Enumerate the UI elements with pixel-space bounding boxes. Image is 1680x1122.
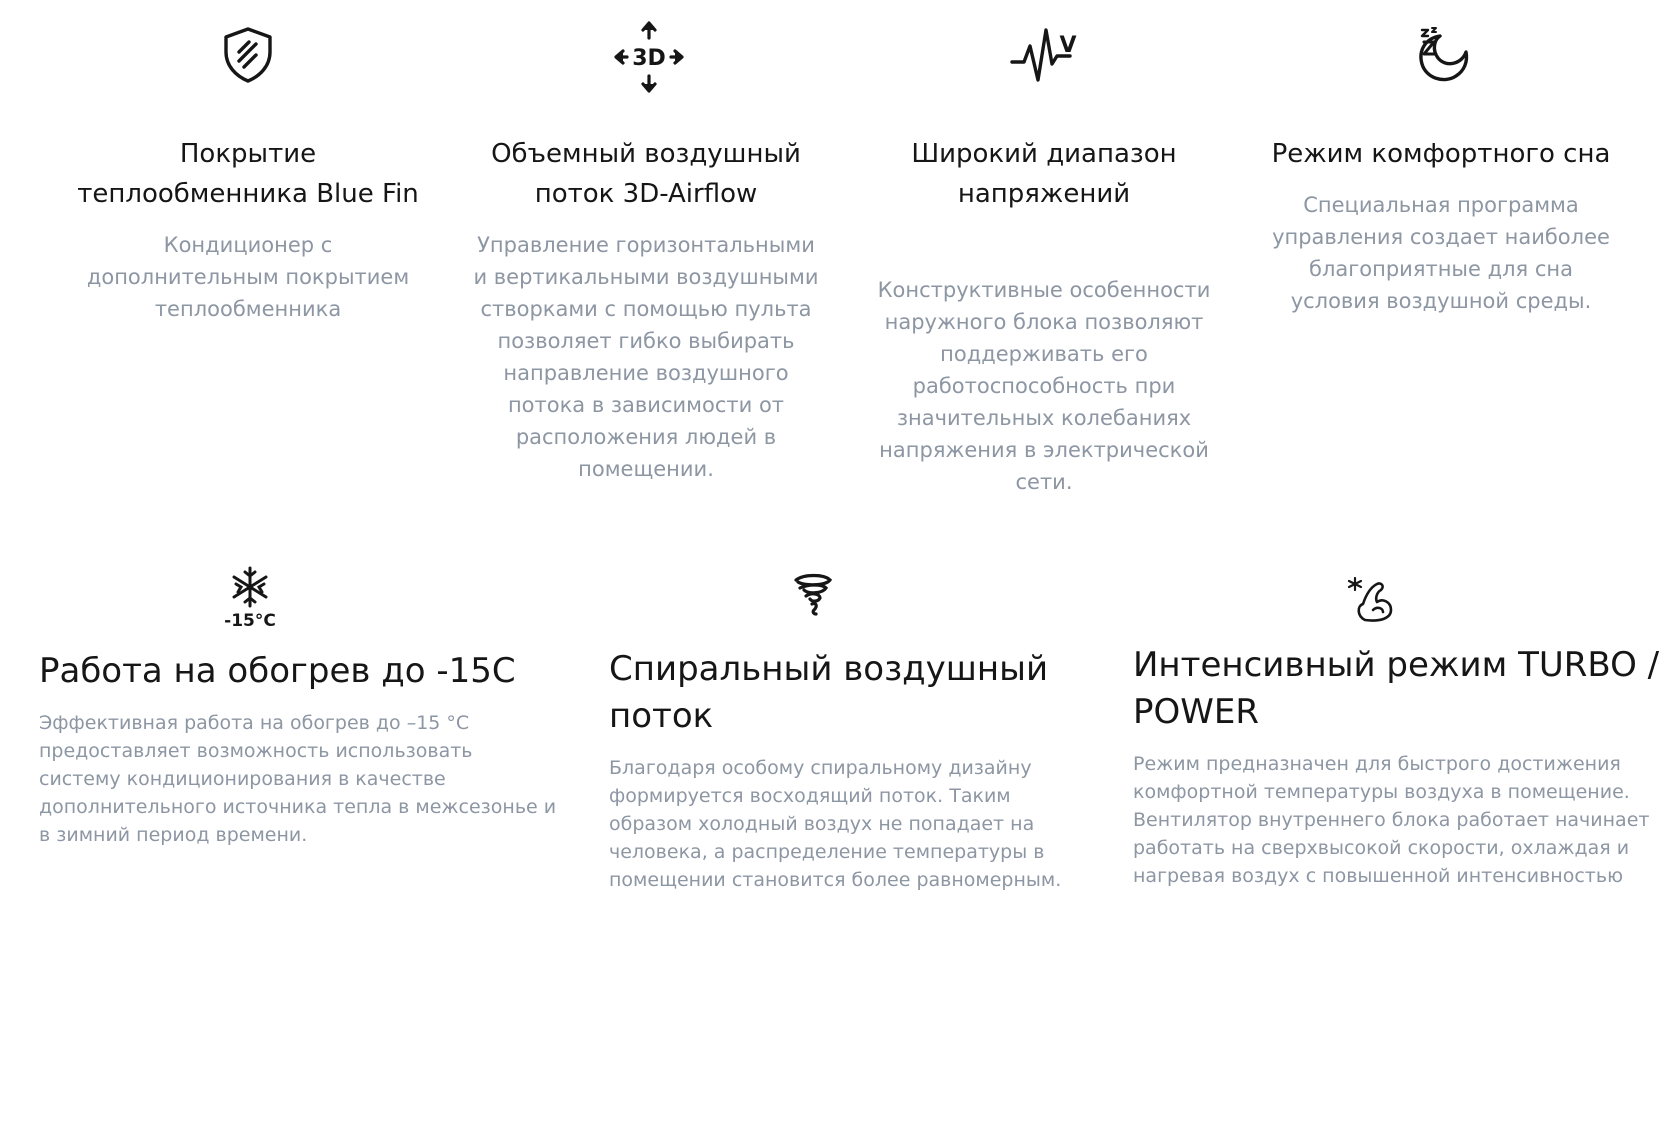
- 3d-label: 3D: [632, 46, 666, 71]
- feature-comfort-sleep: [1267, 134, 1615, 317]
- feature-3d-airflow: [472, 134, 820, 485]
- temperature-label: -15°C: [224, 611, 276, 628]
- feature-description: Благодаря особому спиральному дизайну формируется восходящий поток. Таким образом холодный воздух не попадает на человека, а распределение температуры в помещении становится более равномерным.: [609, 757, 1062, 891]
- feature-title: Объемный воздушный поток 3D-Airflow: [491, 139, 801, 209]
- feature-description: Режим предназначен для быстрого достижения комфортной температуры воздуха в помещение. Вентилятор внутреннего блока работает начинает работать на сверхвысокой скорости, охлаждая и нагревая воздух с повышенной интенсивностью: [1133, 753, 1650, 887]
- feature-description: Эффективная работа на обогрев до –15 °С предоставляет возможность использовать систему кондиционирования в качестве дополнительного источника тепла в межсезонье и в зимний период времени.: [39, 712, 557, 846]
- feature-blue-fin: [74, 134, 422, 325]
- spiral-airflow-icon: [792, 572, 834, 616]
- feature-title: Режим комфортного сна: [1271, 139, 1611, 169]
- feature-description: Конструктивные особенности наружного блока позволяют поддерживать его работоспособность при значительных колебаниях напряжения в электрической сети.: [877, 278, 1211, 494]
- feature-title: Покрытие теплообменника Blue Fin: [77, 139, 419, 209]
- snowflake-icon: [220, 566, 280, 628]
- feature-title: Интенсивный режим TURBO / POWER: [1133, 645, 1660, 732]
- sleep-moon-icon: [1410, 26, 1472, 88]
- turbo-muscle-icon: [1347, 576, 1399, 626]
- feature-title: Работа на обогрев до -15С: [39, 651, 516, 691]
- feature-title: Спиральный воздушный поток: [609, 649, 1049, 736]
- feature-title: Широкий диапазон напряжений: [911, 139, 1177, 209]
- voltage-wave-icon: [1010, 26, 1080, 86]
- voltage-label: V: [1059, 33, 1077, 58]
- feature-description: Кондиционер с дополнительным покрытием теплообменника: [86, 233, 410, 321]
- feature-voltage-range: [870, 134, 1218, 498]
- shield-icon: [222, 26, 274, 84]
- feature-heating: [39, 648, 559, 849]
- feature-description: Специальная программа управления создает наиболее благоприятные для сна условия воздушной среды.: [1272, 193, 1610, 313]
- feature-turbo-power: [1133, 642, 1673, 890]
- 3d-airflow-icon: [614, 20, 684, 94]
- feature-spiral-airflow: [609, 646, 1099, 894]
- feature-description: Управление горизонтальными и вертикальными воздушными створками с помощью пульта позволяет гибко выбирать направление воздушного потока в зависимости от расположения людей в помещении.: [473, 233, 819, 481]
